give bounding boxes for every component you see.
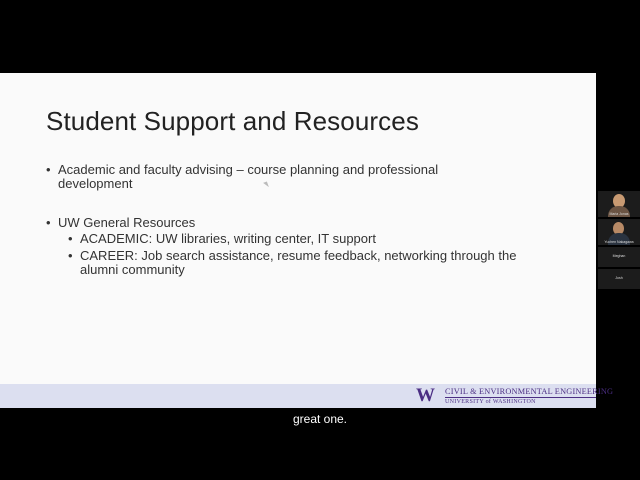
bullet-text: alumni community (80, 262, 185, 277)
participant-tile[interactable] (598, 247, 640, 267)
bullet-dot: • (68, 231, 73, 246)
footer-divider (445, 397, 596, 398)
participant-tile[interactable] (598, 219, 640, 245)
bullet-text: CAREER: Job search assistance, resume feedback, networking through the (80, 248, 517, 263)
bullet-text: ACADEMIC: UW libraries, writing center, IT support (80, 231, 376, 246)
uw-logo: W (416, 385, 435, 406)
department-name: CIVIL & ENVIRONMENTAL ENGINEERING (445, 387, 614, 396)
participant-name: Josh (615, 276, 623, 280)
bullet-text: development (58, 176, 133, 191)
participant-tile[interactable] (598, 191, 640, 217)
slide-footer-bar (0, 384, 614, 408)
bullet-dot: • (46, 215, 51, 230)
bullet-dot: • (46, 162, 51, 177)
participant-name: Yuchen Nakagawa (604, 240, 634, 244)
participant-name: Maria Jonas (609, 212, 629, 216)
mouse-pointer-icon (263, 181, 269, 188)
university-name: UNIVERSITY of WASHINGTON (445, 399, 536, 405)
closed-caption: great one. (292, 412, 348, 426)
bullet-dot: • (68, 248, 73, 263)
bullet-text: UW General Resources (58, 215, 196, 230)
participant-tile[interactable] (598, 269, 640, 289)
participant-name: Meghan (612, 254, 626, 258)
presentation-slide (0, 73, 614, 408)
bullet-text: Academic and faculty advising – course planning and professional (58, 162, 439, 177)
slide-title: Student Support and Resources (46, 106, 419, 136)
